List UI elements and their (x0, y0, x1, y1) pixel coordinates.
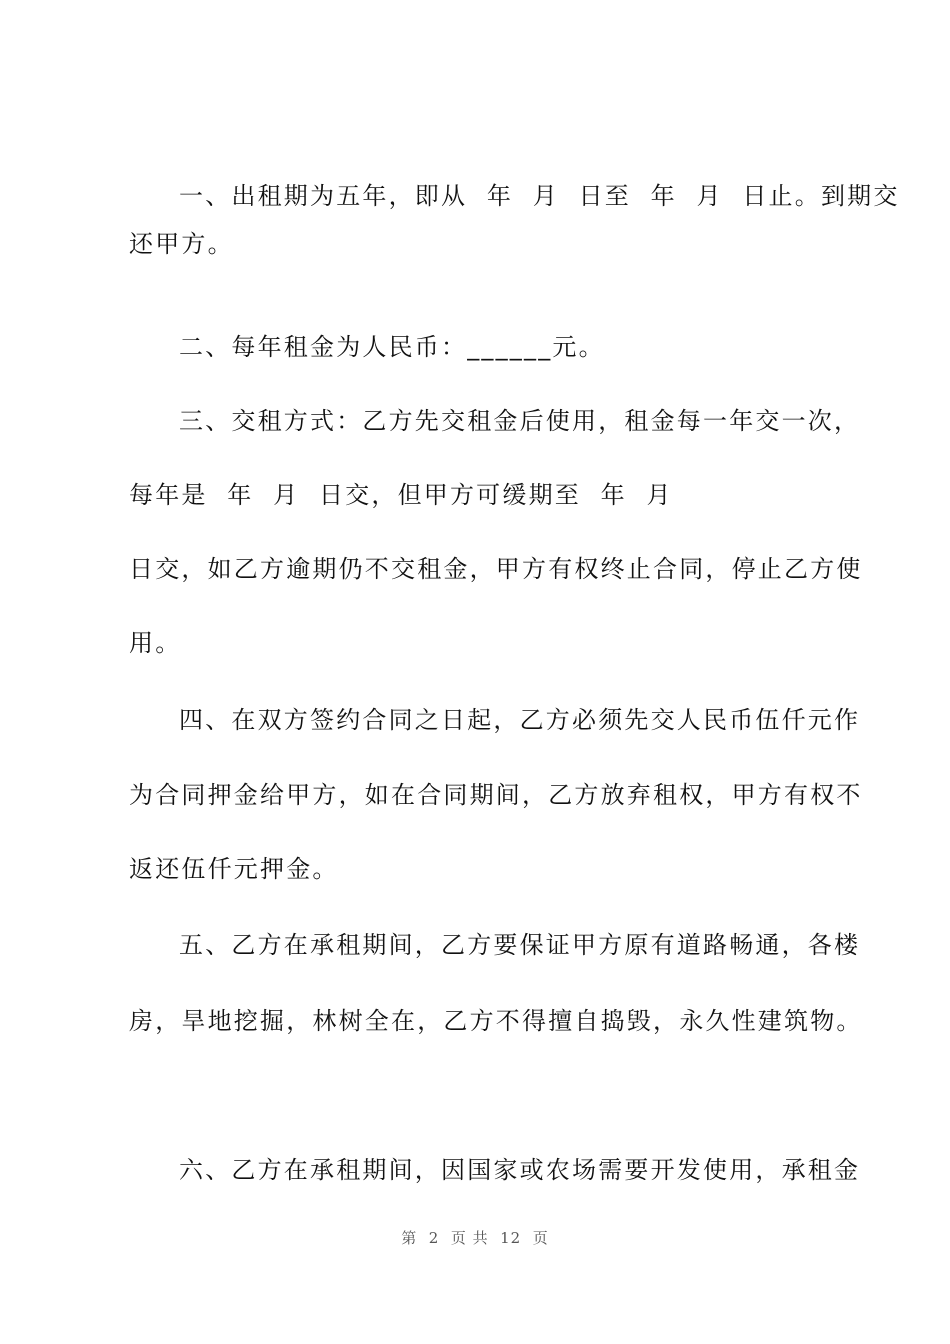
paragraph-line-7: 用。 (129, 629, 182, 657)
paragraph-line-6: 日交，如乙方逾期仍不交租金，甲方有权终止合同，停止乙方使 (129, 555, 863, 583)
paragraph-line-12: 房，旱地挖掘，林树全在，乙方不得擅自捣毁，永久性建筑物。 (129, 1007, 863, 1035)
page-number-footer: 第 2 页 共 12 页 (401, 1229, 549, 1247)
paragraph-line-11: 五、乙方在承租期间，乙方要保证甲方原有道路畅通，各楼 (179, 931, 861, 959)
paragraph-line-1: 一、出租期为五年，即从 年 月 日至 年 月 日止。到期交 (179, 182, 900, 210)
paragraph-line-2: 还甲方。 (129, 230, 234, 258)
paragraph-line-13: 六、乙方在承租期间，因国家或农场需要开发使用，承租金 (179, 1156, 861, 1184)
paragraph-line-3: 二、每年租金为人民币：______元。 (179, 333, 605, 361)
paragraph-line-9: 为合同押金给甲方，如在合同期间，乙方放弃租权，甲方有权不 (129, 781, 863, 809)
paragraph-line-10: 返还伍仟元押金。 (129, 855, 339, 883)
paragraph-line-8: 四、在双方签约合同之日起，乙方必须先交人民币伍仟元作 (179, 706, 861, 734)
paragraph-line-5: 每年是 年 月 日交，但甲方可缓期至 年 月 (129, 481, 673, 509)
paragraph-line-4: 三、交租方式：乙方先交租金后使用，租金每一年交一次， (179, 407, 861, 435)
